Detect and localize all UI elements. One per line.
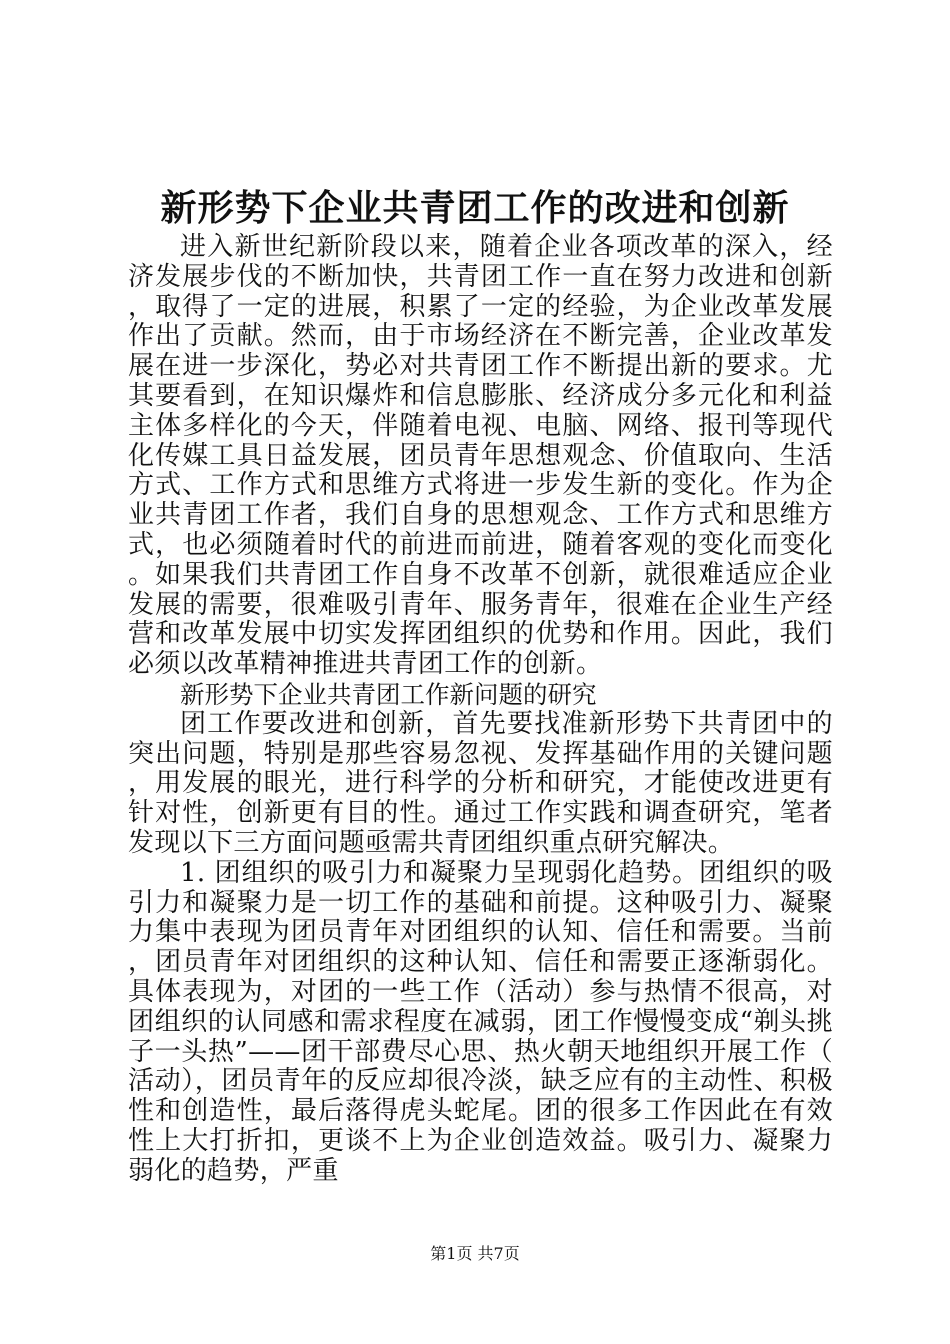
page-footer: 第1页 共7页	[430, 1244, 520, 1263]
section-heading: 新形势下企业共青团工作新问题的研究	[180, 679, 597, 709]
point-one-paragraph: 1. 团组织的吸引力和凝聚力呈现弱化趋势。团组织的吸引力和凝聚力是一切工作的基础和前提。这种吸引力、凝聚力集中表现为团员青年对团组织的认知、信任和需要。当前，团员青年对团组织的这种认知、信任和需要正逐渐弱化。具体表现为，对团的一些工作（活动）参与热情不很高，对团组织的认同感和需求程度在减弱，团工作慢慢变成“剃头挑子一头热”——团干部费尽心思、热火朝天地组织开展工作（活动），团员青年的反应却很冷淡，缺乏应有的主动性、积极性和创造性，最后落得虎头蛇尾。团的很多工作因此在有效性上大打折扣，更谈不上为企业创造效益。吸引力、凝聚力弱化的趋势，严重	[128, 857, 833, 1186]
document-body	[128, 233, 833, 1187]
intro-paragraph: 进入新世纪新阶段以来，随着企业各项改革的深入，经济发展步伐的不断加快，共青团工作一直在努力改进和创新，取得了一定的进展，积累了一定的经验，为企业改革发展作出了贡献。然而，由于市场经济在不断完善，企业改革发展在进一步深化，势必对共青团工作不断提出新的要求。尤其要看到，在知识爆炸和信息膨胀、经济成分多元化和利益主体多样化的今天，伴随着电视、电脑、网络、报刊等现代化传媒工具日益发展，团员青年思想观念、价值取向、生活方式、工作方式和思维方式将进一步发生新的变化。作为企业共青团工作者，我们自身的思想观念、工作方式和思维方式，也必须随着时代的前进而前进，随着客观的变化而变化。如果我们共青团工作自身不改革不创新，就很难适应企业发展的需要，很难吸引青年、服务青年，很难在企业生产经营和改革发展中切实发挥团组织的优势和作用。因此，我们必须以改革精神推进共青团工作的创新。	[128, 232, 833, 680]
section-intro-paragraph: 团工作要改进和创新，首先要找准新形势下共青团中的突出问题，特别是那些容易忽视、发挥基础作用的关键问题，用发展的眼光，进行科学的分析和研究，才能使改进更有针对性，创新更有目的性。通过工作实践和调查研究，笔者发现以下三方面问题亟需共青团组织重点研究解决。	[128, 708, 833, 858]
document-title: 新形势下企业共青团工作的改进和创新	[160, 187, 790, 229]
